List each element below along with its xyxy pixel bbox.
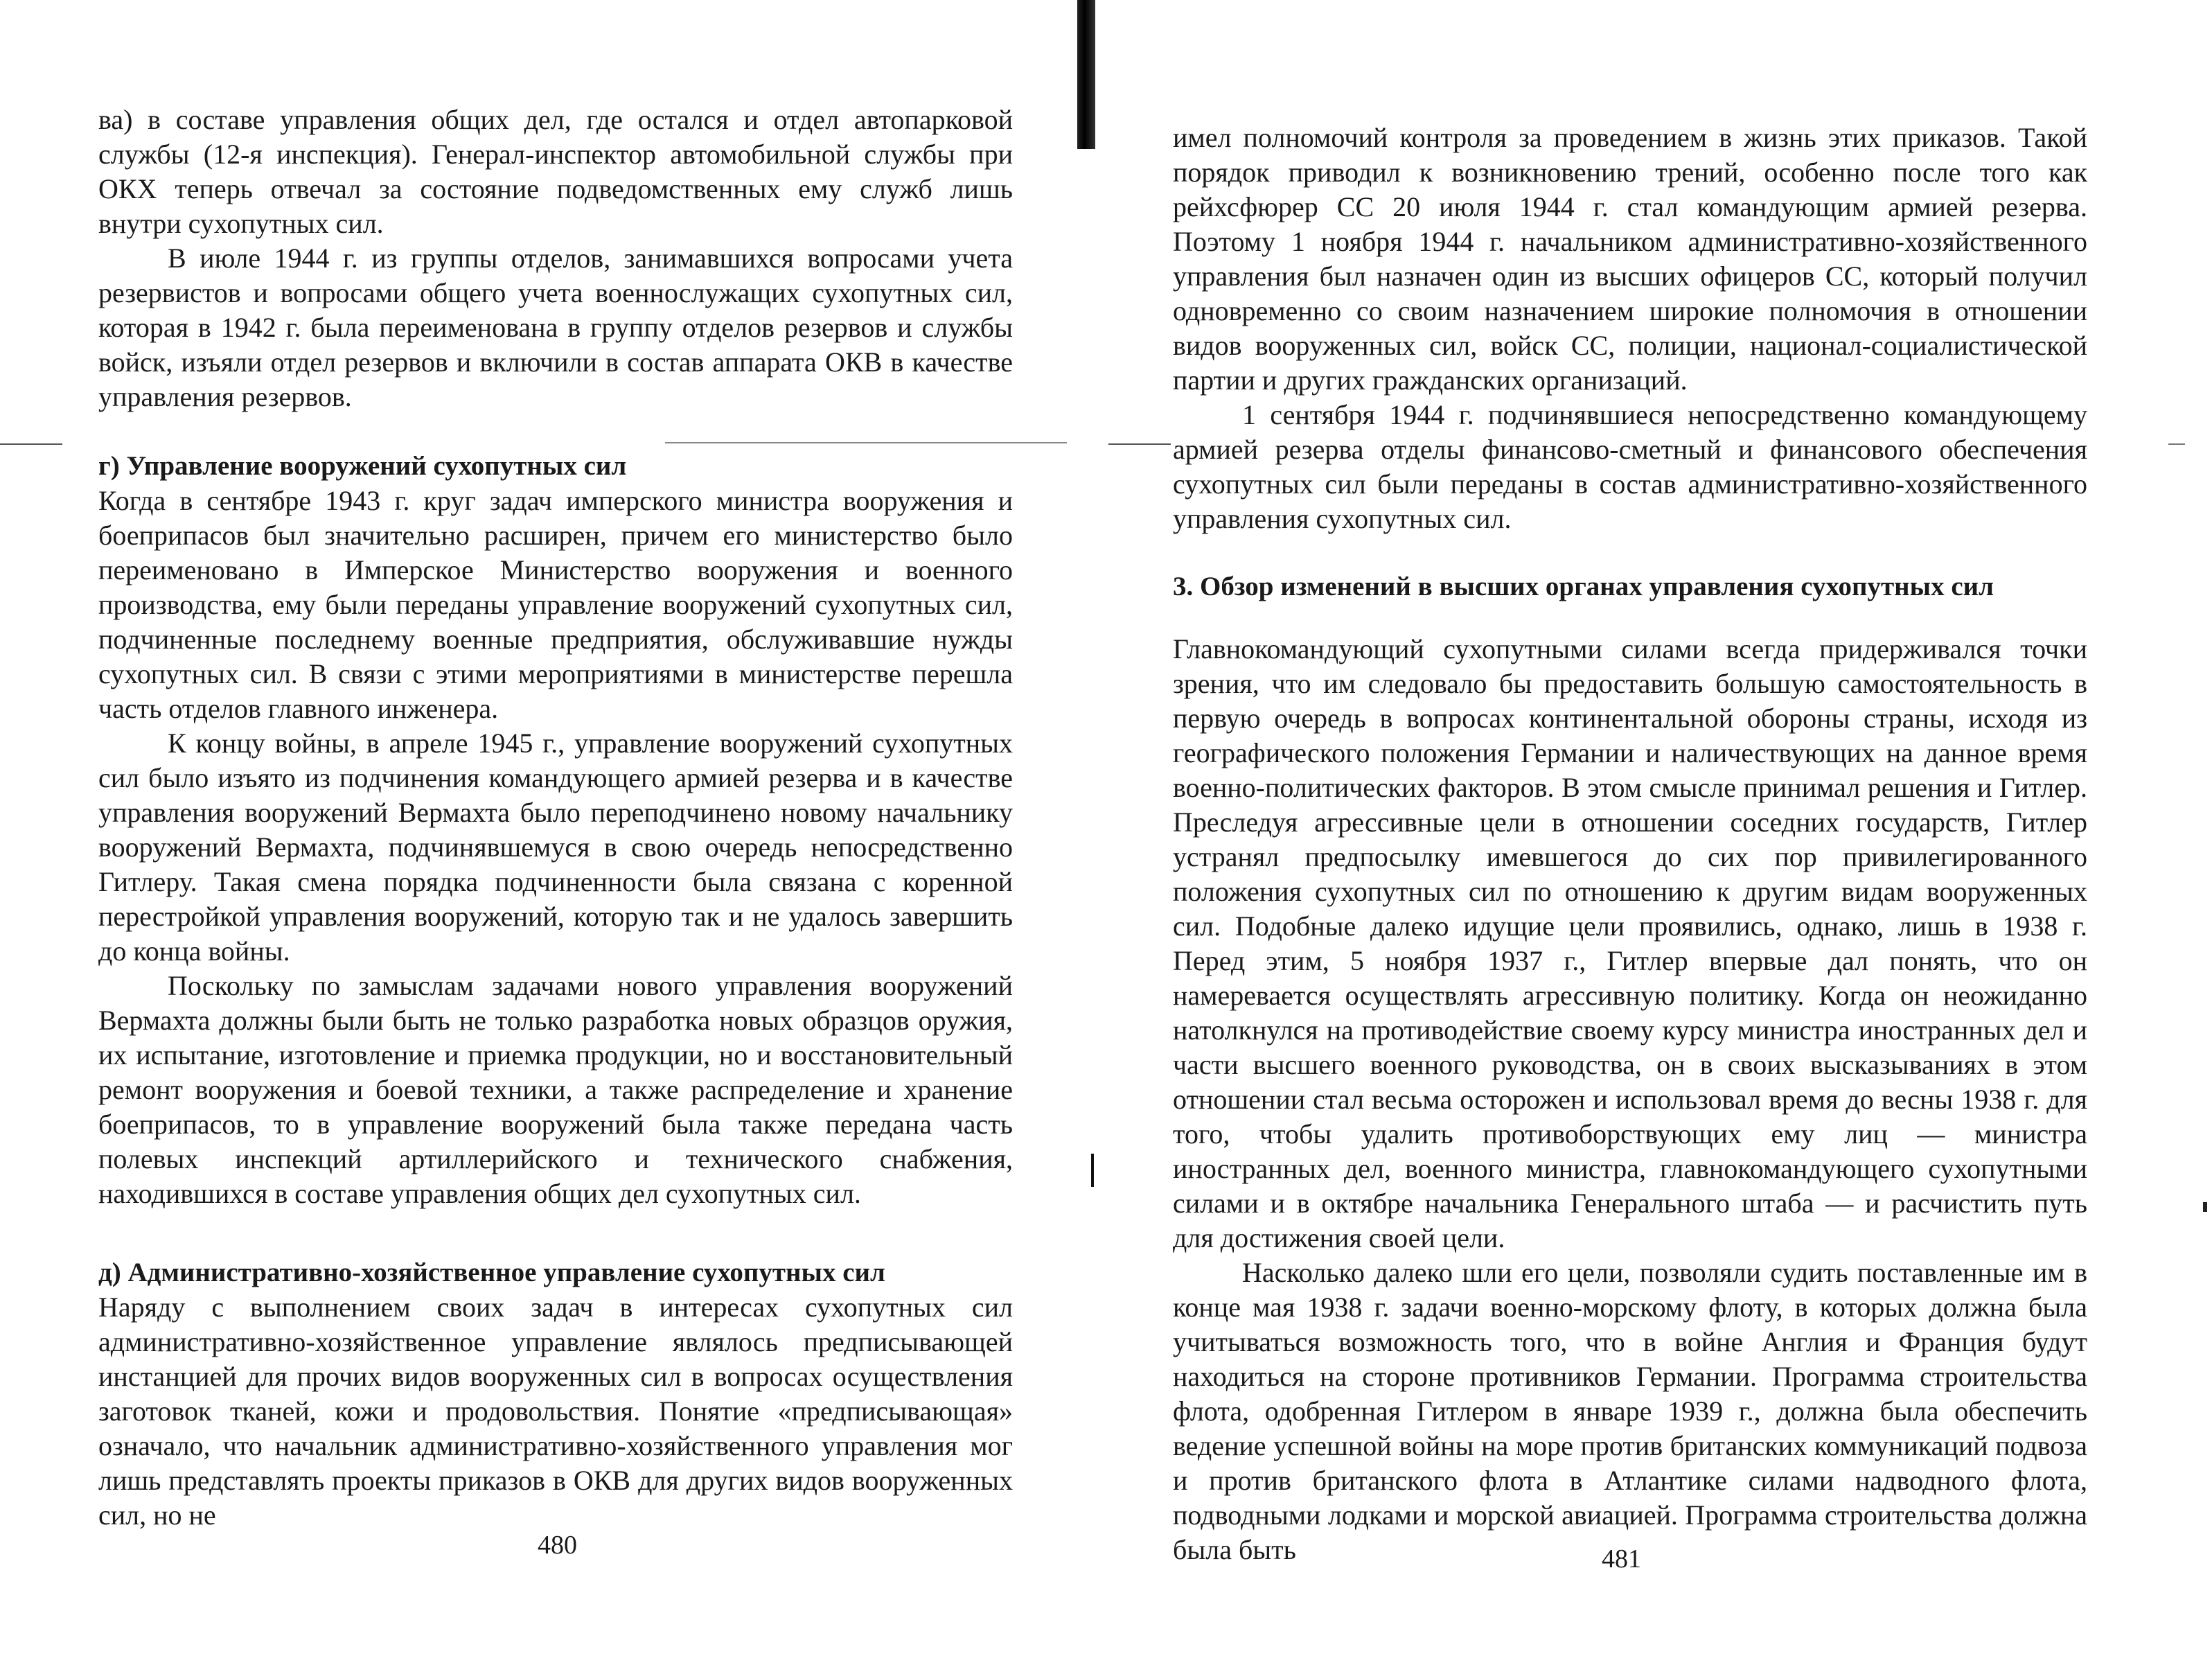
- right-text-block-1: [1173, 121, 2087, 536]
- section-heading: д) Административно-хозяйственное управление сухопутных сил: [98, 1258, 885, 1287]
- left-text-block-1: [98, 103, 1013, 414]
- paragraph: Поскольку по замыслам задачами нового управления вооружений Вермахта должны были быть не только разработка новых образцов оружия, их испытание, изготовление и приемка продукции, но и восстановительный ремонт вооружения и боевой техники, а также распределение и хранение боеприпасов, то в управление вооружений была также передана часть полевых инспекций артиллерийского и технического снабжения, находившихся в составе управления общих дел сухопутных сил.: [98, 970, 1013, 1209]
- paragraph: ва) в составе управления общих дел, где остался и отдел автопарковой службы (12-я инспекция). Генерал-инспектор автомобильной службы при ОКХ теперь отвечал за состояние подведомственных ему служб лишь внутри сухопутных сил.: [98, 104, 1013, 239]
- paragraph: К концу войны, в апреле 1945 г., управление вооружений сухопутных сил было изъято из подчинения командующего армией резерва и в качестве управления вооружений Вермахта было переподчинено новому начальнику вооружений Вермахта, подчинявшемуся в свою очередь непосредственно Гитлеру. Такая смена порядка подчиненности была связана с коренной перестройкой управления вооружений, которую так и не удалось завершить до конца войны.: [98, 728, 1013, 967]
- page-number: 481: [1602, 1544, 1641, 1574]
- paragraph: Когда в сентябре 1943 г. круг задач имперского министра вооружения и боеприпасов был значительно расширен, причем его министерство было переименовано в Имперское Министерство вооружения и военного производства, ему были переданы управление вооружений сухопутных сил, подчиненные последнему военные предприятия, обслуживавшие нужды сухопутных сил. В связи с этими мероприятиями в министерстве перешла часть отделов главного инженера.: [98, 485, 1013, 724]
- left-text-block-3: [98, 1256, 1013, 1533]
- right-text-block-2: [1173, 570, 2087, 1567]
- paragraph: Наряду с выполнением своих задач в интересах сухопутных сил административно-хозяйственное управление являлось предписывающей инстанцией для прочих видов вооруженных сил в вопросах осуществления заготовок тканей, кожи и продовольствия. Понятие «предписывающая» означало, что начальник административно-хозяйственного управления мог лишь представлять проекты приказов в ОКВ для других видов вооруженных сил, но не: [98, 1292, 1013, 1531]
- left-text-block-2: [98, 449, 1013, 1211]
- paragraph: В июле 1944 г. из группы отделов, занимавшихся вопросами учета резервистов и вопросами общего учета военнослужащих сухопутных сил, которая в 1942 г. была переименована в группу отделов резервов и службы войск, изъяли отдел резервов и включили в состав аппарата ОКВ в качестве управления резервов.: [98, 243, 1013, 412]
- paragraph: Главнокомандующий сухопутными силами всегда придерживался точки зрения, что им следовало бы предоставить большую самостоятельность в первую очередь в вопросах континентальной обороны страны, исходя из географического положения Германии и наличествующих на данное время военно-политических факторов. В этом смысле принимал решения и Гитлер. Преследуя агрессивные цели в отношении соседних государств, Гитлер устранял предпосылку имевшегося до сих пор привилегированного положения сухопутных сил по отношению к другим видам вооруженных сил. Подобные далеко идущие цели проявились, однако, лишь в 1938 г. Перед этим, 5 ноября 1937 г., Гитлер впервые дал понять, что он намеревается осуществлять агрессивную политику. Когда он неожиданно натолкнулся на противодействие своему курсу министра иностранных дел и части высшего военного руководства, он в своих высказываниях в этом отношении стал весьма осторожен и использовал время до весны 1938 г. для того, чтобы удалить противоборствующих ему лиц — министра иностранных дел, военного министра, главнокомандующего сухопутными силами и в октябре начальника Генерального штаба — и расчистить путь для достижения своей цели.: [1173, 633, 2087, 1253]
- section-heading: г) Управление вооружений сухопутных сил: [98, 451, 627, 481]
- spine-mark: [1091, 1154, 1094, 1187]
- section-heading: 3. Обзор изменений в высших органах управления сухопутных сил: [1173, 572, 1994, 601]
- paragraph: имел полномочий контроля за проведением в жизнь этих приказов. Такой порядок приводил к возникновению трений, особенно после того как рейхсфюрер СС 20 июля 1944 г. стал командующим армией резерва. Поэтому 1 ноября 1944 г. начальником административно-хозяйственного управления был назначен один из высших офицеров СС, который получил одновременно со своим назначением широкие полномочия в отношении видов вооруженных сил, войск СС, полиции, национал-социалистической партии и других гражданских организаций.: [1173, 122, 2087, 396]
- paragraph: 1 сентября 1944 г. подчинявшиеся непосредственно командующему армией резерва отделы финансово-сметный и финансового обеспечения сухопутных сил были переданы в состав административно-хозяйственного управления сухопутных сил.: [1173, 399, 2087, 534]
- paragraph: Насколько далеко шли его цели, позволяли судить поставленные им в конце мая 1938 г. задачи военно-морскому флоту, в которых должна была учитываться возможность того, что в войне Англия и Франция будут находиться на стороне противников Германии. Программа строительства флота, одобренная Гитлером в январе 1939 г., должна была обеспечить ведение успешной войны на море против британских коммуникаций подвоза и против британского флота в Атлантике силами надводного флота, подводными лодками и морской авиацией. Программа строительства должна была быть: [1173, 1257, 2087, 1565]
- page-number: 480: [538, 1531, 577, 1560]
- right-page: [1108, 0, 2212, 1674]
- left-page: [0, 0, 1081, 1674]
